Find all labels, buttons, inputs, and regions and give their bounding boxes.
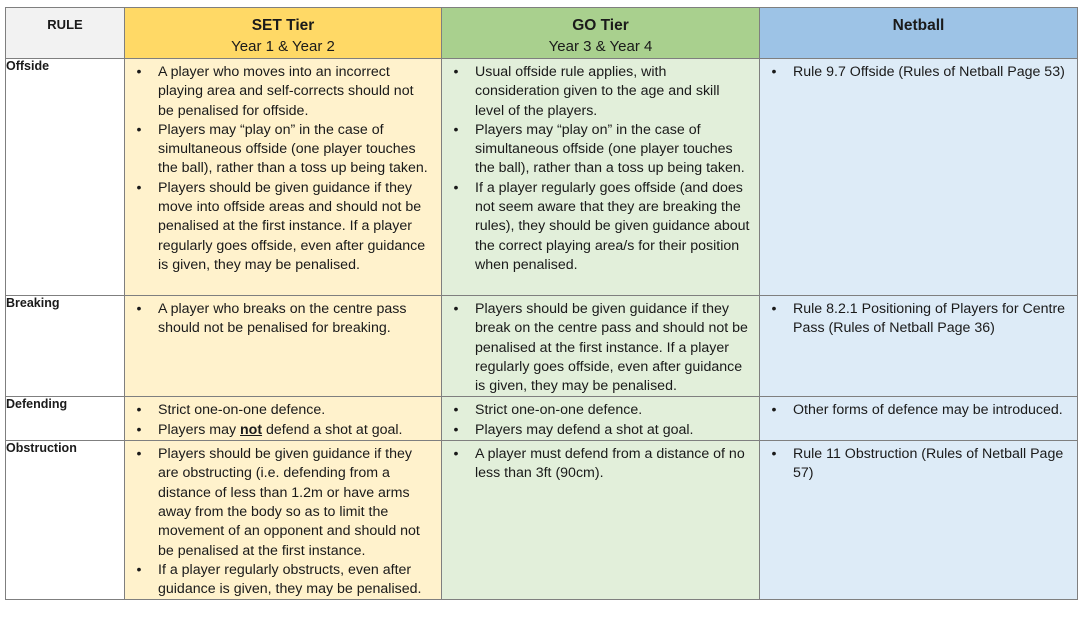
netball-cell (760, 441, 1078, 600)
bullet-icon: • (771, 301, 777, 317)
bullet-icon: • (453, 421, 459, 438)
list-item (768, 401, 1069, 420)
list-item-text-after: defend a shot at goal. (262, 421, 403, 438)
bullet-list (760, 59, 1077, 82)
bullet-list (125, 296, 441, 339)
table-row-breaking (6, 296, 1078, 397)
bullet-list (760, 296, 1077, 339)
bullet-icon: • (453, 64, 459, 80)
go-tier-cell (442, 397, 760, 441)
list-item-text: Players may “play on” in the case of simultaneous offside (one player touches the ball), rather than a toss up being taken. (475, 121, 745, 177)
list-item-text: Players should be given guidance if they break on the centre pass and should not be penalised at the first instance. If a player regularly goes offside, even after guidance is given, they may be penalised. (475, 301, 748, 395)
set-tier-years: Year 1 & Year 2 (231, 38, 335, 55)
go-tier-column-header (442, 8, 760, 59)
bullet-icon: • (136, 121, 142, 138)
bullet-list (125, 397, 441, 440)
rule-header-label: RULE (47, 17, 83, 32)
emphasis-not: not (240, 421, 263, 438)
bullet-list (760, 441, 1077, 484)
list-item-text: Usual offside rule applies, with consideration given to the age and skill level of the players. (475, 64, 720, 119)
netball-title: Netball (892, 17, 945, 34)
set-tier-title: SET Tier (251, 17, 315, 34)
list-item (133, 401, 433, 420)
list-item (450, 63, 751, 121)
bullet-list (442, 441, 759, 484)
rule-column-header (6, 8, 125, 59)
bullet-icon: • (136, 446, 142, 463)
list-item (133, 421, 433, 440)
list-item-text: Strict one-on-one defence. (158, 402, 326, 419)
go-tier-title: GO Tier (572, 17, 629, 34)
list-item (768, 445, 1069, 484)
list-item (133, 445, 433, 561)
list-item (450, 401, 751, 420)
list-item-text-before: Players may (158, 421, 240, 438)
list-item-text: Players may defend a shot at goal. (475, 421, 694, 438)
bullet-icon: • (136, 561, 142, 578)
list-item (133, 63, 433, 121)
list-item (450, 179, 751, 275)
bullet-icon: • (453, 179, 459, 196)
bullet-icon: • (136, 421, 142, 438)
list-item-text (158, 422, 402, 438)
netball-cell (760, 397, 1078, 441)
list-item-text: A player who breaks on the centre pass should not be penalised for breaking. (158, 301, 407, 337)
go-tier-cell (442, 59, 760, 296)
bullet-icon: • (771, 402, 777, 419)
list-item-text: Players should be given guidance if they move into offside areas and should not be penalised at the first instance. If a player regularly goes offside, even after guidance is given, they may be penalised. (158, 179, 426, 273)
rule-name-cell: Offside (6, 59, 125, 296)
go-tier-years: Year 3 & Year 4 (548, 38, 653, 55)
list-item (133, 121, 433, 179)
list-item (768, 300, 1069, 339)
list-item-text: Other forms of defence may be introduced. (793, 402, 1063, 419)
go-tier-cell (442, 296, 760, 397)
bullet-icon: • (453, 121, 459, 138)
table-row-defending (6, 397, 1078, 441)
list-item (450, 421, 751, 440)
list-item (133, 561, 433, 600)
header-row (6, 8, 1078, 59)
set-tier-cell (125, 59, 442, 296)
rule-name-cell: Breaking (6, 296, 125, 397)
bullet-icon: • (136, 402, 142, 419)
set-tier-cell (125, 296, 442, 397)
bullet-icon: • (453, 446, 459, 463)
table-row-offside (6, 59, 1078, 296)
bullet-list (125, 441, 441, 599)
bullet-list (442, 397, 759, 440)
list-item-text: Rule 9.7 Offside (Rules of Netball Page 53) (793, 64, 1065, 80)
list-item (133, 179, 433, 275)
bullet-list (442, 296, 759, 396)
bullet-icon: • (453, 301, 459, 317)
bullet-list (125, 59, 441, 275)
list-item (133, 300, 433, 339)
list-item (450, 121, 751, 179)
bullet-icon: • (136, 179, 142, 196)
list-item-text: Rule 11 Obstruction (Rules of Netball Page 57) (793, 446, 1064, 482)
list-item-text: If a player regularly obstructs, even after guidance is given, they may be penalised. (158, 561, 422, 598)
set-tier-cell (125, 397, 442, 441)
bullet-icon: • (771, 64, 777, 80)
list-item-text: A player who moves into an incorrect playing area and self-corrects should not be penalised for offside. (158, 64, 414, 119)
list-item-text: Players should be given guidance if they are obstructing (i.e. defending from a distance of less than 1.2m or have arms away from the body so as to limit the movement of an opponent and should not be penalised at the first instance. (158, 446, 420, 559)
list-item-text: Players may “play on” in the case of simultaneous offside (one player touches the ball), rather than a toss up being taken. (158, 121, 428, 177)
bullet-icon: • (771, 446, 777, 463)
bullet-list (760, 397, 1077, 420)
netball-column-header (760, 8, 1078, 59)
rules-table (5, 7, 1078, 600)
rule-name-cell: Obstruction (6, 441, 125, 600)
list-item (450, 300, 751, 396)
go-tier-cell (442, 441, 760, 600)
list-item-text: Rule 8.2.1 Positioning of Players for Centre Pass (Rules of Netball Page 36) (793, 301, 1066, 337)
list-item (768, 63, 1069, 82)
list-item-text: A player must defend from a distance of no less than 3ft (90cm). (475, 446, 745, 482)
table-row-obstruction (6, 441, 1078, 600)
bullet-icon: • (136, 64, 142, 80)
list-item-text: Strict one-on-one defence. (475, 402, 643, 419)
netball-cell (760, 296, 1078, 397)
list-item-text: If a player regularly goes offside (and does not seem aware that they are breaking the rules), they should be given guidance about the correct playing area/s for their position when penalised. (475, 179, 750, 273)
bullet-icon: • (136, 301, 142, 317)
netball-cell (760, 59, 1078, 296)
set-tier-cell (125, 441, 442, 600)
bullet-icon: • (453, 402, 459, 419)
set-tier-column-header (125, 8, 442, 59)
rule-name-cell: Defending (6, 397, 125, 441)
list-item (450, 445, 751, 484)
bullet-list (442, 59, 759, 275)
